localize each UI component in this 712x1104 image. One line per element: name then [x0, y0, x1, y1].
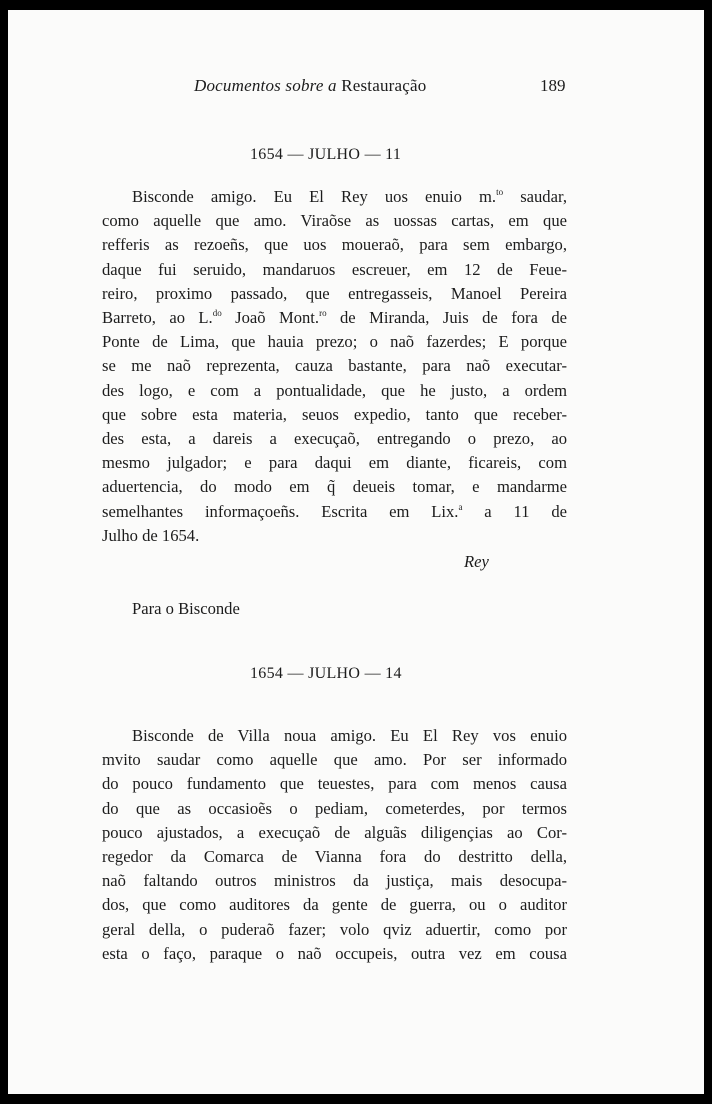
- text-line: dos, que como auditores da gente de guerra, ou o auditor: [102, 895, 567, 915]
- text-line: naõ faltando outros ministros da justiça, mais desocupa-: [102, 871, 567, 891]
- signature: Rey: [464, 552, 489, 571]
- letter-1-body: [102, 185, 567, 548]
- text-line: Barreto, ao L.$^{do}$ Joaõ Mont.$^{ro}$ de Miranda, Juis de fora de: [102, 308, 567, 328]
- text-line: des esta, a dareis a execuçaõ, entregando o prezo, ao: [102, 429, 567, 449]
- text-line: reiro, proximo passado, que entregasseis, Manoel Pereira: [102, 283, 567, 303]
- document-page: [8, 10, 704, 1094]
- text-line: esta o faço, paraque o naõ occupeis, outra vez em cousa: [102, 943, 567, 963]
- text-line: como aquelle que amo. Viraõse as uossas cartas, em que: [102, 211, 567, 231]
- text-line: que sobre esta materia, seuos expedio, tanto que receber-: [102, 404, 567, 424]
- text-line: refferis as rezoeñs, que uos moueraõ, para sem embargo,: [102, 235, 567, 255]
- page-number: 189: [540, 76, 566, 95]
- running-head-title: Documentos sobre a: [194, 76, 337, 95]
- text-line: Bisconde amigo. Eu El Rey uos enuio m.$^{to}$ saudar,: [132, 187, 567, 206]
- text-line: regedor da Comarca de Vianna fora do destritto della,: [102, 847, 567, 867]
- text-line: geral della, o puderaõ fazer; volo qviz aduertir, como por: [102, 919, 567, 939]
- running-head: [194, 76, 426, 96]
- text-line: Ponte de Lima, que hauia prezo; o naõ fazerdes; E porque: [102, 332, 567, 352]
- text-line: se me naõ reprezenta, cauza bastante, para naõ executar-: [102, 356, 567, 376]
- addressee: Para o Bisconde: [132, 599, 240, 618]
- date-heading-1: 1654 — JULHO — 11: [250, 146, 402, 163]
- text-line: do que as occasioẽs o pediam, cometerdes, por termos: [102, 798, 567, 818]
- text-line: semelhantes informaçoeñs. Escrita em Lix.$^a$ a 11 de: [102, 501, 568, 521]
- text-line: des logo, e com a pontualidade, que he justo, a ordem: [102, 380, 567, 400]
- running-head-subject: Restauração: [341, 76, 427, 95]
- text-line: aduertencia, do modo em q̃ deueis tomar, e mandarme: [102, 477, 567, 497]
- text-line: Julho de 1654.: [102, 525, 200, 545]
- date-heading-2: 1654 — JULHO — 14: [250, 665, 402, 682]
- text-line: mesmo julgador; e para daqui em diante, ficareis, com: [102, 453, 567, 473]
- letter-2-body: [102, 724, 567, 966]
- text-line: daque fui seruido, mandaruos escreuer, em 12 de Feue-: [102, 259, 567, 279]
- text-line: pouco ajustados, a execuçaõ de alguãs diligençias ao Cor-: [102, 822, 567, 842]
- text-line: do pouco fundamento que teuestes, para com menos causa: [102, 774, 567, 794]
- text-line: mvito saudar como aquelle que amo. Por ser informado: [102, 750, 567, 770]
- text-line: Bisconde de Villa noua amigo. Eu El Rey vos enuio: [132, 726, 567, 745]
